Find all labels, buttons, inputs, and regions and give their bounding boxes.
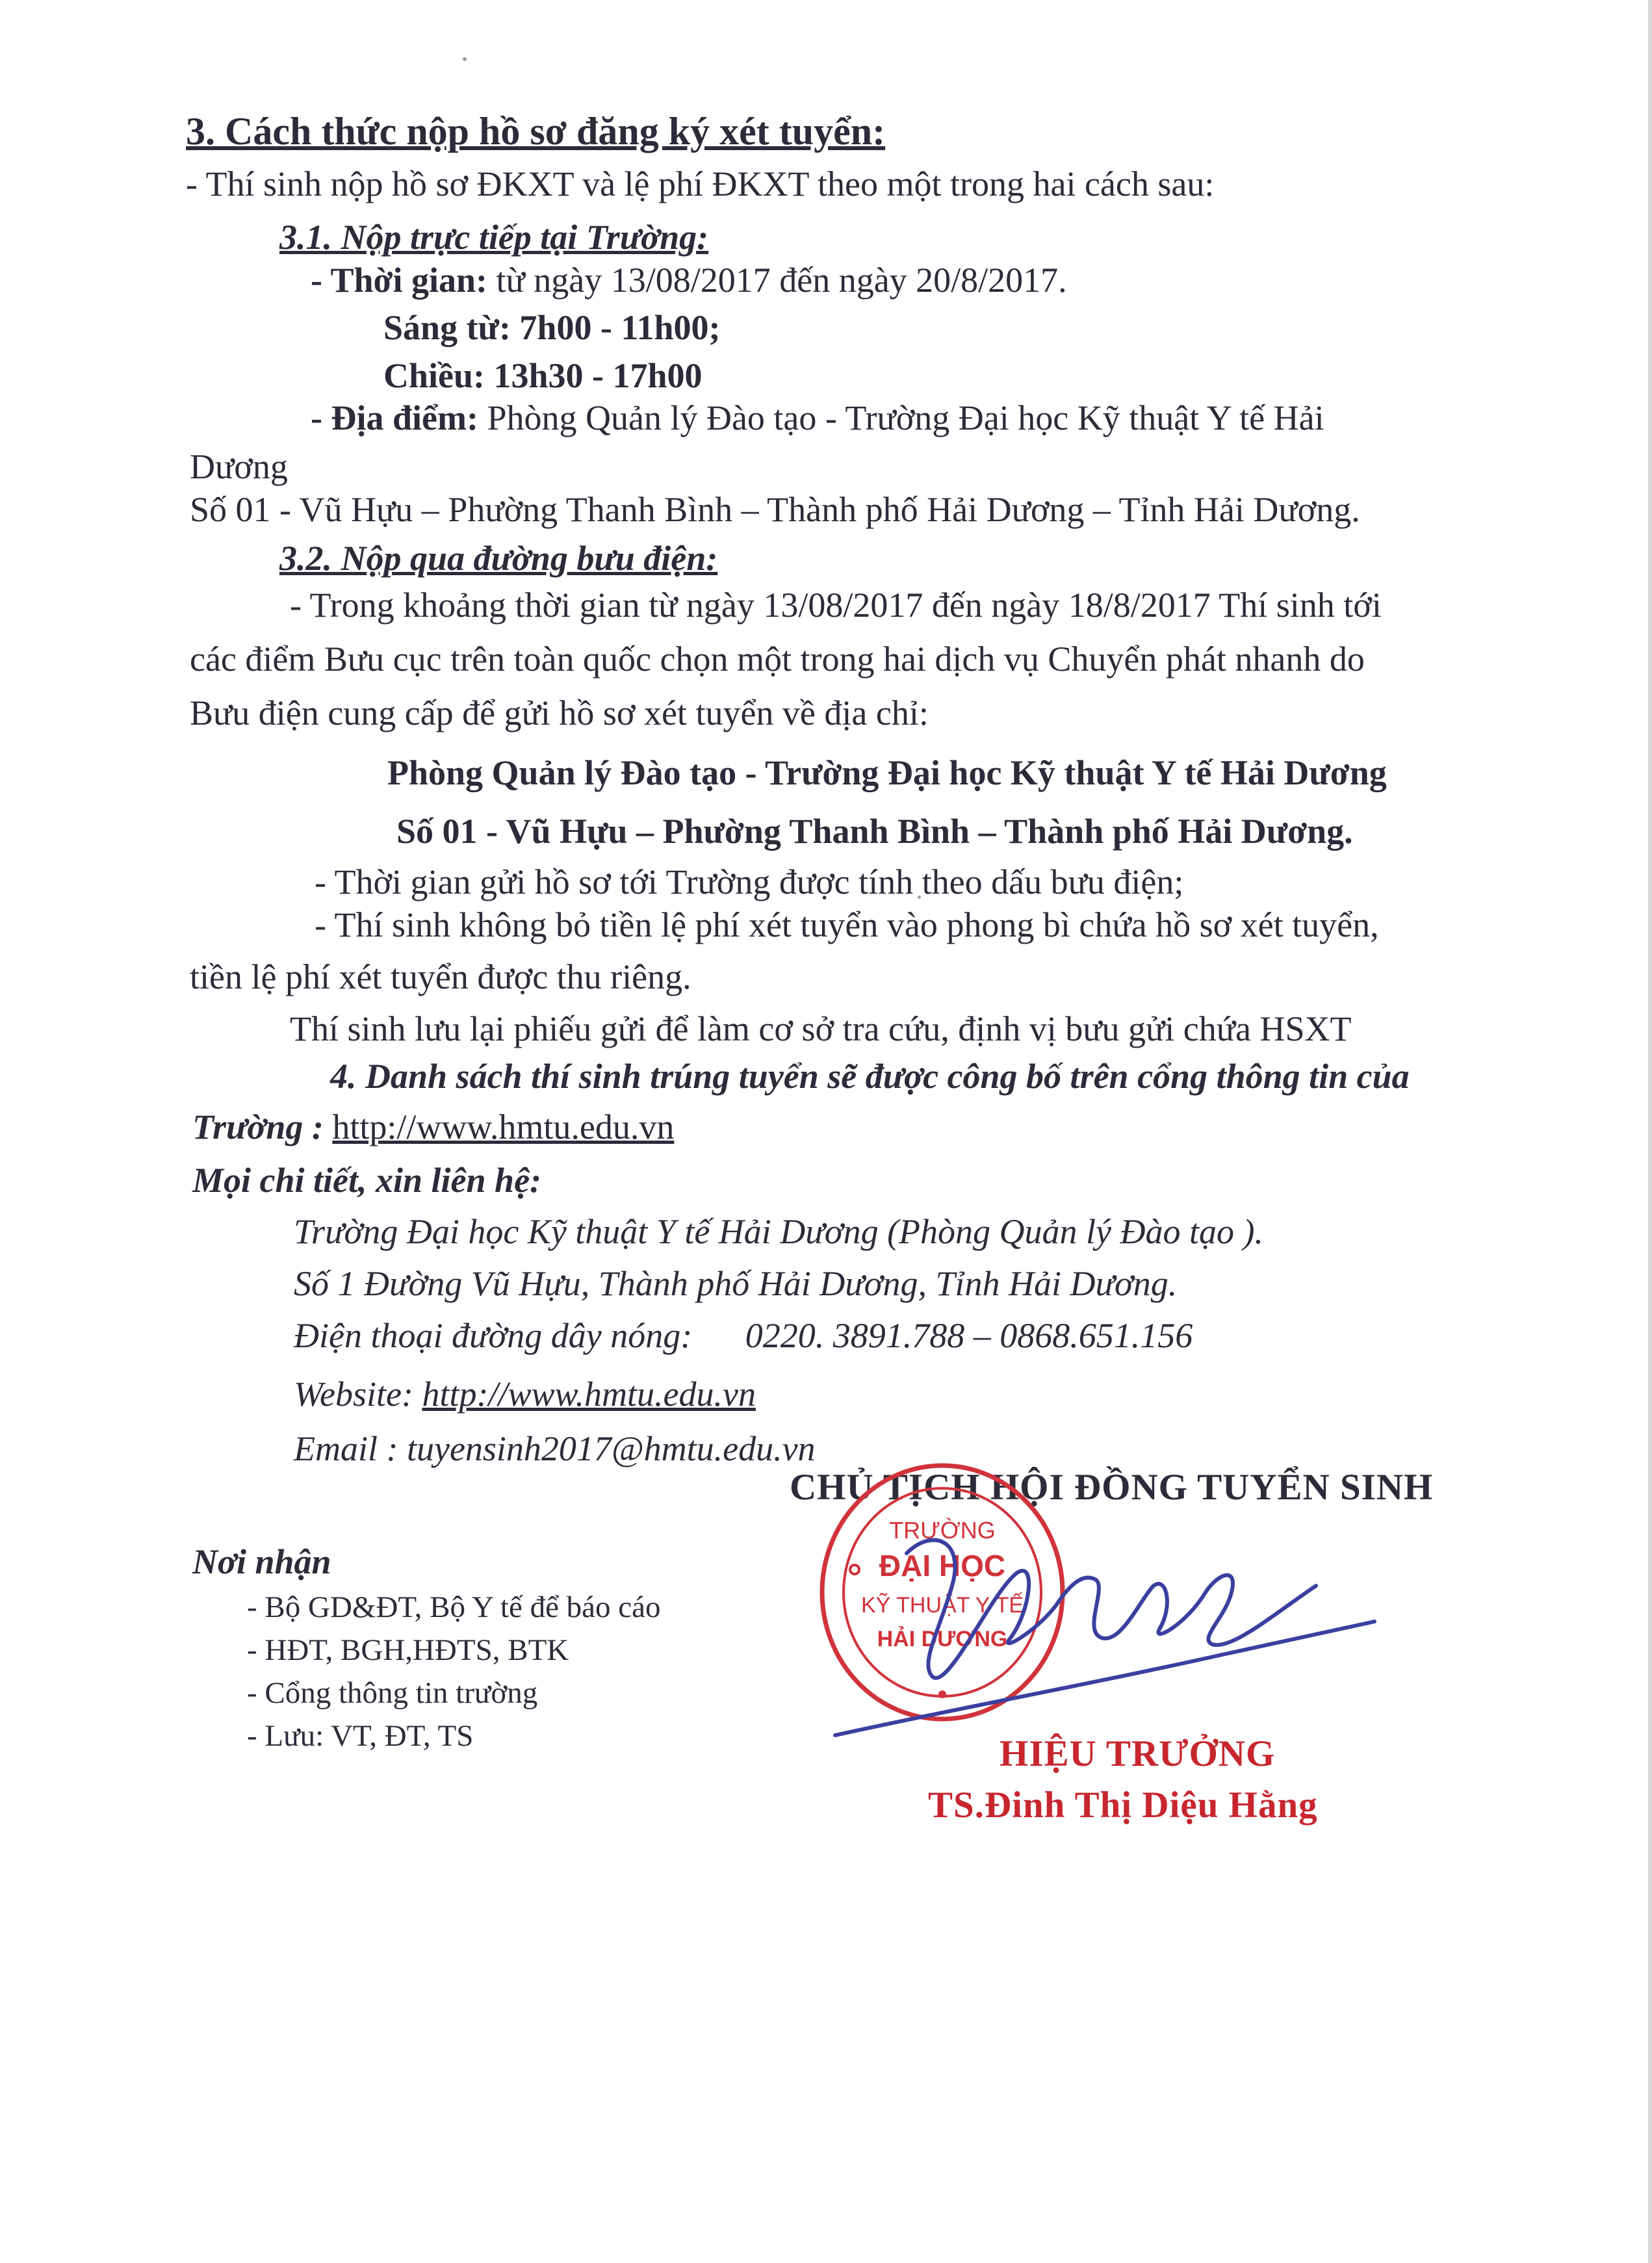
section-3-1-heading: 3.1. Nộp trực tiếp tại Trường: [279,218,709,257]
direct-address: Số 01 - Vũ Hựu – Phường Thanh Bình – Thành phố Hải Dương – Tỉnh Hải Dương. [190,490,1360,529]
principal-name: TS.Đinh Thị Diệu Hằng [928,1785,1318,1826]
direct-place-value: Phòng Quản lý Đào tạo - Trường Đại học Kỹ thuật Y tế Hải [478,398,1324,437]
postal-paragraph-line-1: - Trong khoảng thời gian từ ngày 13/08/2017 đến ngày 18/8/2017 Thí sinh tới [290,586,1382,625]
scan-speck [463,57,467,61]
section-4-line-1: 4. Danh sách thí sinh trúng tuyển sẽ được công bố trên cổng thông tin của [330,1057,1410,1096]
section-4-school-label: Trường : [192,1107,324,1146]
section-3-intro: - Thí sinh nộp hồ sơ ĐKXT và lệ phí ĐKXT theo một trong hai cách sau: [186,164,1215,203]
stamp-line-1: TRƯỜNG [889,1517,996,1544]
stamp-line-4: HẢI DƯƠNG [877,1627,1008,1651]
postal-address-line-2: Số 01 - Vũ Hựu – Phường Thanh Bình – Thành phố Hải Dương. [396,812,1353,851]
postal-paragraph-line-2: các điểm Bưu cục trên toàn quốc chọn một trong hai dịch vụ Chuyển phát nhanh do [190,640,1365,679]
signature-scribble [822,1514,1387,1761]
stamp-line-3: KỸ THUẬT Y TẾ [860,1593,1024,1618]
direct-morning-hours: Sáng từ: 7h00 - 11h00; [383,308,721,347]
contact-address: Số 1 Đường Vũ Hựu, Thành phố Hải Dương, Tỉnh Hải Dương. [294,1264,1178,1303]
contact-website-link[interactable]: http://www.hmtu.edu.vn [422,1375,756,1414]
contact-website [294,1374,756,1414]
postal-address-line-1: Phòng Quản lý Đào tạo - Trường Đại học Kỹ thuật Y tế Hải Dương [387,753,1387,792]
recipient-item: - Cổng thông tin trường [247,1676,538,1710]
principal-title: HIỆU TRƯỞNG [1000,1733,1276,1774]
contact-phone [294,1315,1193,1356]
stamp-line-2: ĐẠI HỌC [879,1549,1006,1583]
postal-note-3: Thí sinh lưu lại phiếu gửi để làm cơ sở tra cứu, định vị bưu gửi chứa HSXT [290,1009,1352,1048]
direct-time-value: từ ngày 13/08/2017 đến ngày 20/8/2017. [487,261,1067,300]
council-chair-title: CHỦ TỊCH HỘI ĐỒNG TUYỂN SINH [790,1467,1434,1508]
recipients-heading: Nơi nhận [192,1542,331,1581]
contact-phone-value: 0220. 3891.788 – 0868.651.156 [745,1316,1193,1355]
postal-paragraph-line-3: Bưu điện cung cấp để gửi hồ sơ xét tuyển về địa chỉ: [190,693,929,732]
direct-place [311,398,1324,438]
section-3-2-heading: 3.2. Nộp qua đường bưu điện: [279,539,718,578]
recipient-item: - Bộ GD&ĐT, Bộ Y tế để báo cáo [247,1590,661,1624]
direct-place-label: - Địa điểm: [311,398,478,437]
section-3-heading: 3. Cách thức nộp hồ sơ đăng ký xét tuyển: [186,110,886,153]
postal-note-1: - Thời gian gửi hồ sơ tới Trường được tính theo dấu bưu điện; [315,862,1184,901]
postal-note-2-line-2: tiền lệ phí xét tuyển được thu riêng. [190,957,691,996]
scan-edge [1648,0,1652,2263]
contact-website-label: Website: [294,1375,413,1414]
direct-time [311,260,1067,300]
contact-school: Trường Đại học Kỹ thuật Y tế Hải Dương (Phòng Quản lý Đào tạo ). [294,1212,1263,1251]
postal-note-2-line-1: - Thí sinh không bỏ tiền lệ phí xét tuyển vào phong bì chứa hồ sơ xét tuyển, [315,905,1379,944]
contact-email: Email : tuyensinh2017@hmtu.edu.vn [294,1429,816,1468]
recipient-item: - HĐT, BGH,HĐTS, BTK [247,1633,569,1667]
section-4-website-link[interactable]: http://www.hmtu.edu.vn [332,1107,675,1146]
direct-time-label: - Thời gian: [311,261,487,300]
direct-afternoon-hours: Chiều: 13h30 - 17h00 [383,356,703,395]
direct-place-continued: Dương [190,447,288,486]
section-4-line-2 [192,1107,674,1147]
contact-heading: Mọi chi tiết, xin liên hệ: [192,1161,542,1200]
recipient-item: - Lưu: VT, ĐT, TS [247,1719,474,1753]
contact-phone-label: Điện thoại đường dây nóng: [294,1316,693,1355]
